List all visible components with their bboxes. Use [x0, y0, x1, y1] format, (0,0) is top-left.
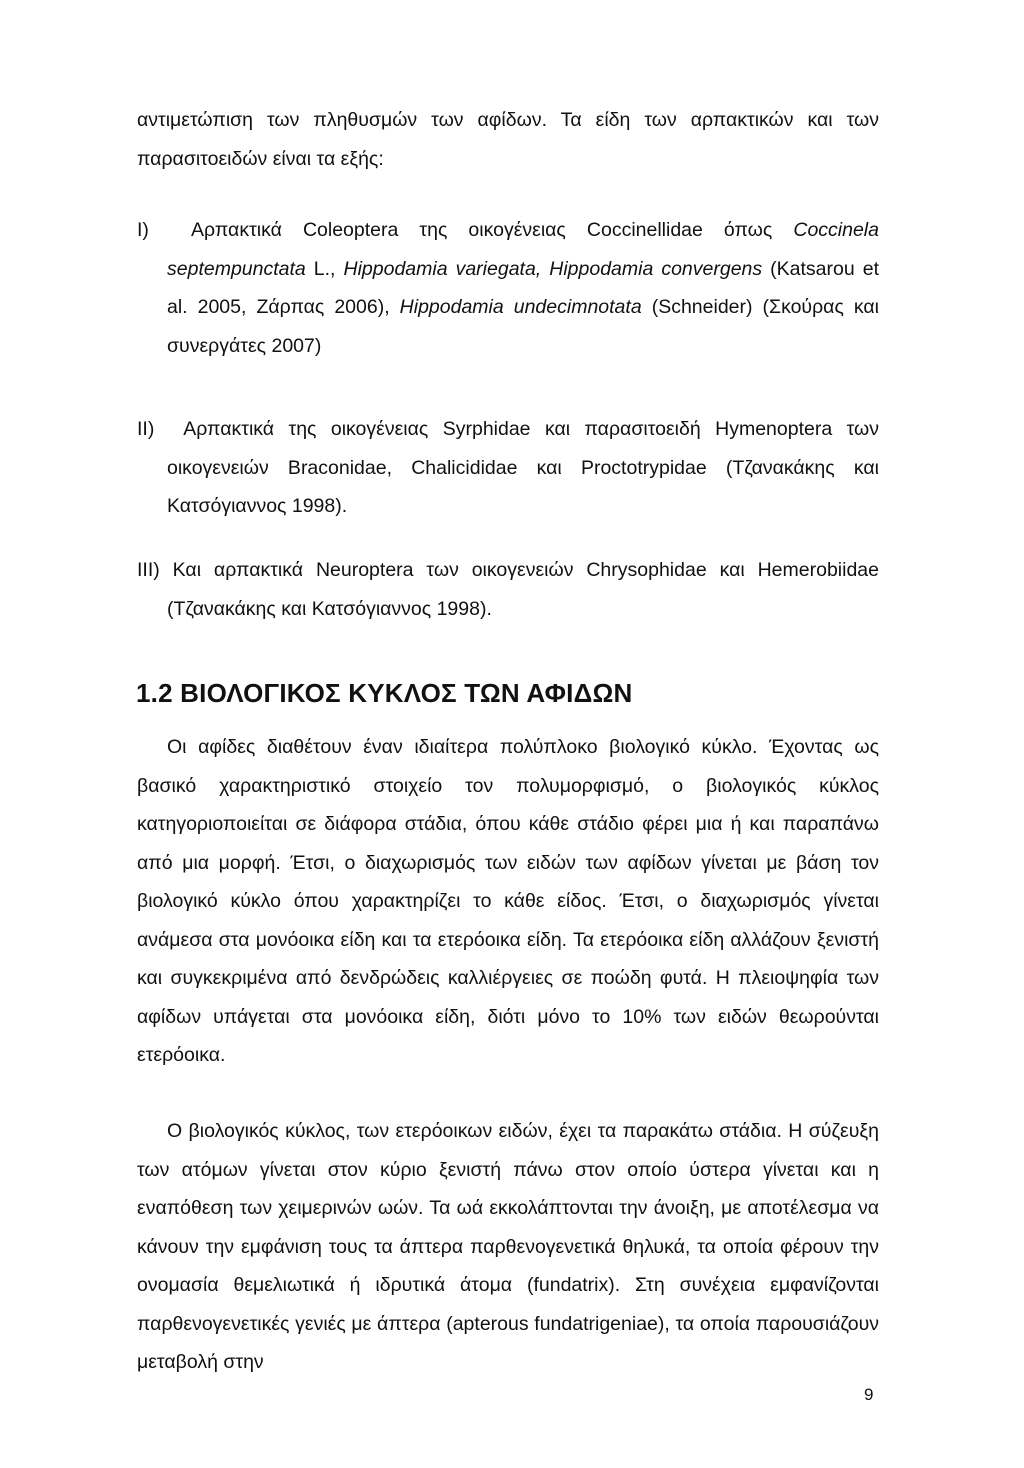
page-number: 9 [864, 1385, 874, 1404]
list-text: Αρπακτικά Coleoptera της οικογένειας Coccinellidae όπως [191, 219, 794, 241]
species-name: Hippodamia undecimnotata [399, 296, 642, 318]
list-marker: II) [137, 418, 155, 440]
list-text: Αρπακτικά της οικογένειας Syrphidae και παρασιτοειδή Hymenoptera των οικογενειών Braconidae, Chalicididae και Proctotrypidae (Τζανακάκης και Κατσόγιαννος 1998). [167, 418, 880, 517]
body-paragraph: Ο βιολογικός κύκλος, των ετερόοικων ειδών, έχει τα παρακάτω στάδια. Η σύζευξη των ατόμων γίνεται στον κύριο ξενιστή πάνω στον οποίο ύστερα γίνεται και η εναπόθεση των χειμερινών ωών. Τα ωά εκκολάπτονται την άνοιξη, με αποτέλεσμα να κάνουν την εμφάνιση τους τα άπτερα παρθενογενετικά θηλυκά, τα οποία φέρουν την ονομασία θεμελιωτικά ή ιδρυτικά άτομα (fundatrix). Στη συνέχεια εμφανίζονται παρθενογενετικές γενιές με άπτερα (apterous fundatrigeniae), τα οποία παρουσιάζουν μεταβολή στην [137, 1120, 879, 1373]
list-text: (Schneider) (Σκούρας και συνεργάτες 2007) [167, 296, 879, 357]
list-text: (Katsarou et al. 2005, Ζάρπας 2006), [167, 257, 879, 318]
species-name: Coccinela septempunctata [167, 219, 879, 280]
intro-paragraph: αντιμετώπιση των πληθυσμών των αφίδων. Τα είδη των αρπακτικών και των παρασιτοειδών είναι τα εξής: [137, 109, 879, 170]
list-item-neuroptera [137, 551, 879, 628]
species-name: Hippodamia variegata, Hippodamia convergens [343, 257, 763, 280]
list-marker: III) [137, 559, 160, 581]
body-paragraph: Οι αφίδες διαθέτουν έναν ιδιαίτερα πολύπλοκο βιολογικό κύκλο. Έχοντας ως βασικό χαρακτηριστικό στοιχείο τον πολυμορφισμό, ο βιολογικός κύκλος κατηγοριοποιείται σε διάφορα στάδια, όπου κάθε στάδιο φέρει μια ή και παραπάνω από μια μορφή. Έτσι, ο διαχωρισμός των ειδών των αφίδων γίνεται με βάση τον βιολογικό κύκλο όπου χαρακτηρίζει το κάθε είδος. Έτσι, ο διαχωρισμός γίνεται ανάμεσα στα μονόοικα είδη και τα ετερόοικα είδη. Τα ετερόοικα είδη αλλάζουν ξενιστή και συγκεκριμένα από δενδρώδεις καλλιέργειες σε ποώδη φυτά. Η πλειοψηφία των αφίδων υπάγεται στα μονόοικα είδη, διότι μόνο το 10% των ειδών θεωρούνται ετερόοικα. [137, 736, 879, 1066]
list-item-coleoptera [137, 211, 879, 365]
list-text: L., [305, 257, 344, 280]
list-marker: I) [137, 219, 149, 241]
list-text: Και αρπακτικά Neuroptera των οικογενειών Chrysophidae και Hemerobiidae (Τζανακάκης και Κατσόγιαννος 1998). [167, 559, 879, 620]
section-heading: 1.2 ΒΙΟΛΟΓΙΚΟΣ ΚΥΚΛΟΣ ΤΩΝ ΑΦΙΔΩΝ [136, 678, 633, 708]
list-item-syrphidae [137, 410, 879, 526]
